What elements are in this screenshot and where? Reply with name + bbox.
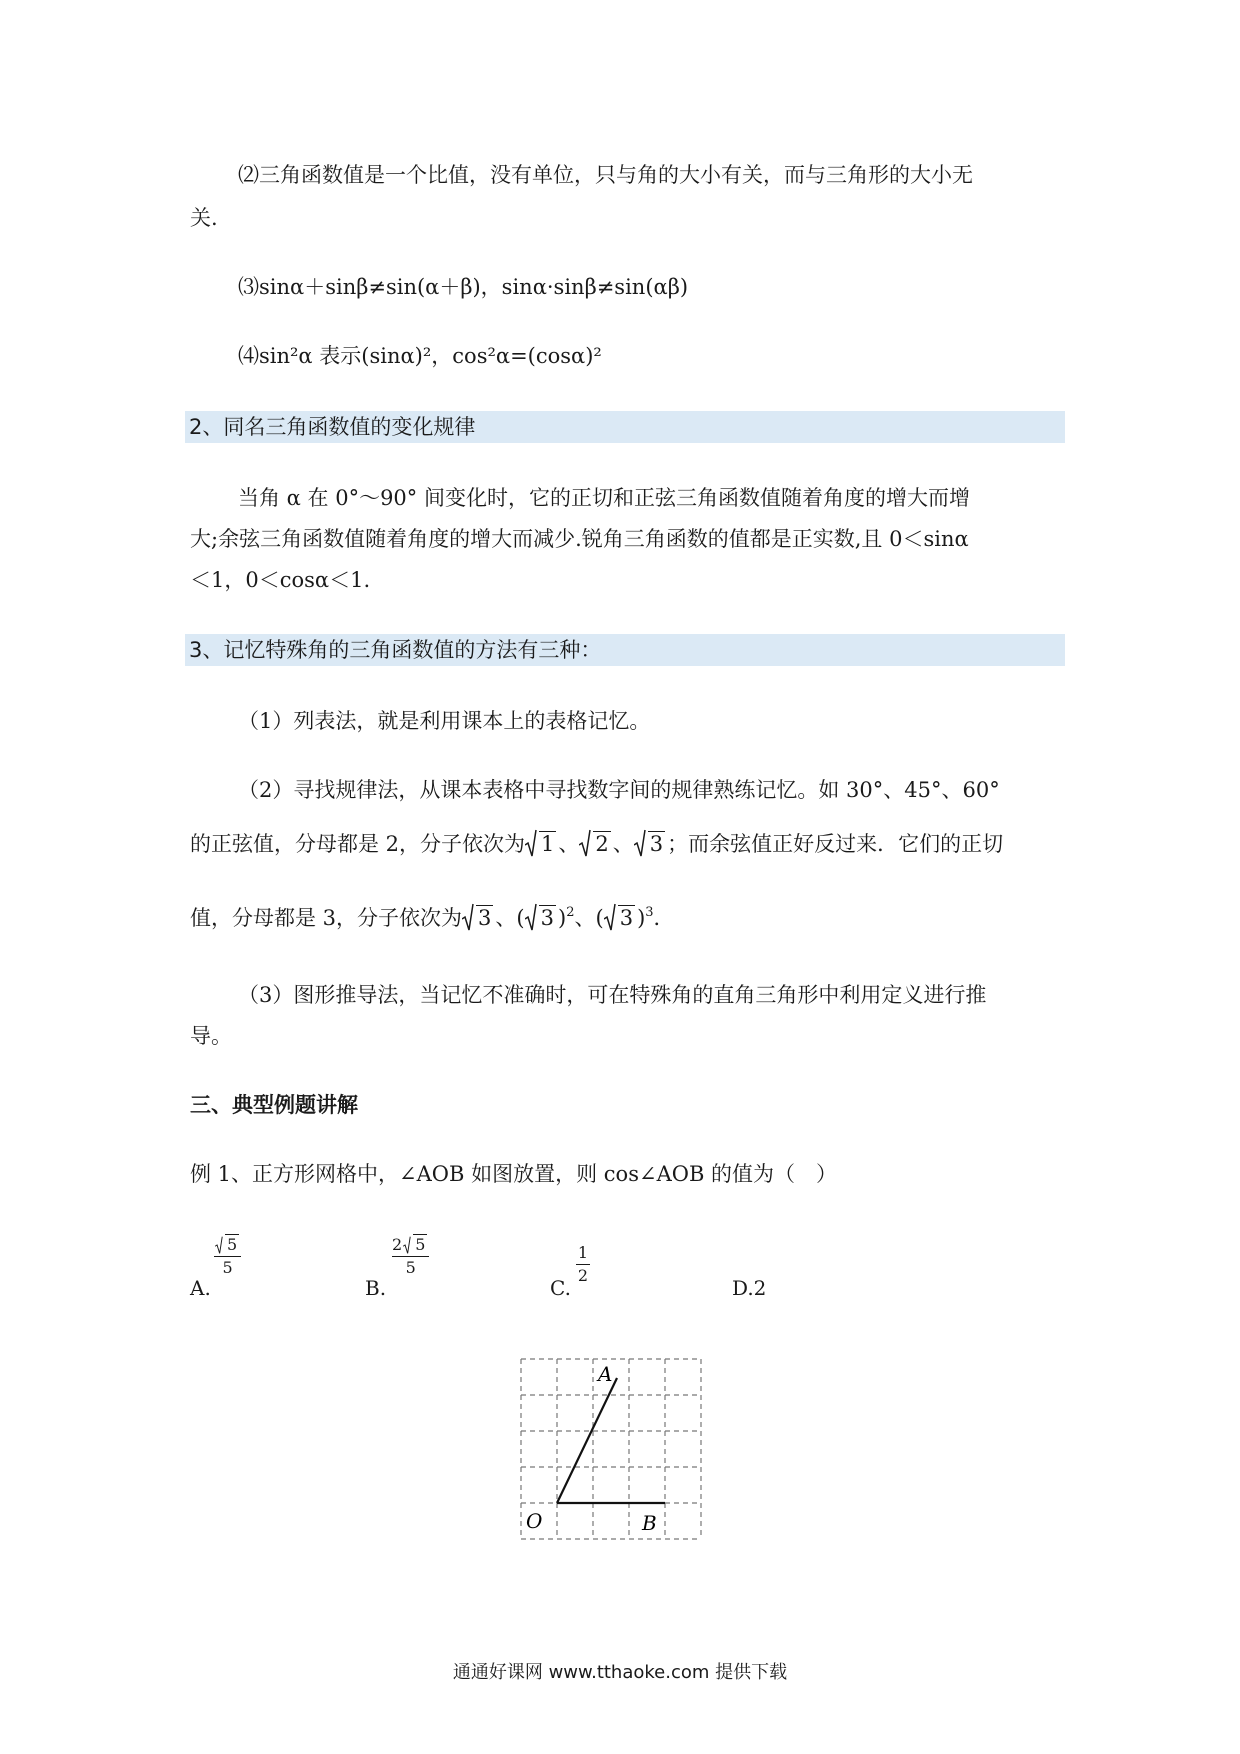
label-b: B (642, 1511, 657, 1535)
section-2-heading: 2、同名三角函数值的变化规律 (189, 415, 476, 439)
note-2-line1: ⑵三角函数值是一个比值，没有单位，只与角的大小有关，而与三角形的大小无 (238, 163, 973, 187)
section-3-heading: 3、记忆特殊角的三角函数值的方法有三种： (189, 638, 602, 662)
label-a: A (598, 1362, 613, 1386)
option-c-label: C. (550, 1276, 571, 1300)
method-3-line2: 导。 (190, 1024, 232, 1048)
section-2-band (185, 411, 1065, 443)
option-b-fraction: 2 5 5 (392, 1236, 429, 1277)
option-b-label: B. (365, 1276, 387, 1300)
method-2-line2: 的正弦值，分母都是 2，分子依次为 1 、 2 、 3 ；而余弦值正好反过来．它们的正切 (190, 829, 1003, 859)
label-o: O (526, 1509, 543, 1533)
method-1: （1）列表法，就是利用课本上的表格记忆。 (238, 709, 651, 733)
example-1-question: 例 1、正方形网格中，∠AOB 如图放置，则 cos∠AOB 的值为（ ） (190, 1162, 838, 1186)
option-a-label: A. (190, 1276, 211, 1300)
examples-heading: 三、典型例题讲解 (190, 1093, 358, 1117)
section-2-line1: 当角 α 在 0°～90° 间变化时，它的正切和正弦三角函数值随着角度的增大而增 (238, 486, 970, 510)
note-4: ⑷sin²α 表示(sinα)²，cos²α=(cosα)² (238, 344, 602, 368)
option-d: D.2 (732, 1276, 767, 1300)
tan-sqrt-3-squared: ( 3 )$^2$ (516, 905, 575, 930)
note-2-line2: 关. (190, 206, 218, 230)
note-3: ⑶sinα＋sinβ≠sin(α＋β)，sinα·sinβ≠sin(αβ) (238, 275, 689, 299)
option-c-fraction: 1 2 (577, 1243, 589, 1285)
method-2-line3: 值，分母都是 3，分子依次为 3 、( 3 )$^2$、( 3 )$^3$． (190, 898, 675, 933)
sqrt-2: 2 (579, 829, 610, 859)
method-3-line1: （3）图形推导法，当记忆不准确时，可在特殊角的直角三角形中利用定义进行推 (238, 983, 987, 1007)
method-2-line1: （2）寻找规律法，从课本表格中寻找数字间的规律熟练记忆。如 30°、45°、60° (238, 778, 1000, 802)
method-2-line2-a: 的正弦值，分母都是 2，分子依次为 (190, 832, 526, 856)
method-2-line3-a: 值，分母都是 3，分子依次为 (190, 906, 463, 930)
sqrt-1: 1 (525, 829, 556, 859)
sqrt-3: 3 (634, 829, 665, 859)
ray-oa (557, 1378, 617, 1503)
grid-lines (521, 1359, 701, 1539)
method-2-line2-b: ；而余弦值正好反过来．它们的正切 (667, 832, 1004, 856)
section-3-band (185, 634, 1065, 666)
tan-sqrt-3-cubed: ( 3 )$^3$ (595, 905, 654, 930)
tan-sqrt-3: 3 (462, 903, 493, 933)
page-footer: 通通好课网 www.tthaoke.com 提供下载 (452, 1662, 788, 1683)
option-a-fraction: 5 5 (214, 1236, 241, 1277)
section-2-line3: ＜1，0＜cosα＜1. (190, 568, 371, 592)
section-2-line2: 大;余弦三角函数值随着角度的增大而减少.锐角三角函数的值都是正实数,且 0＜sinα (190, 527, 969, 551)
grid-figure (516, 1354, 716, 1544)
